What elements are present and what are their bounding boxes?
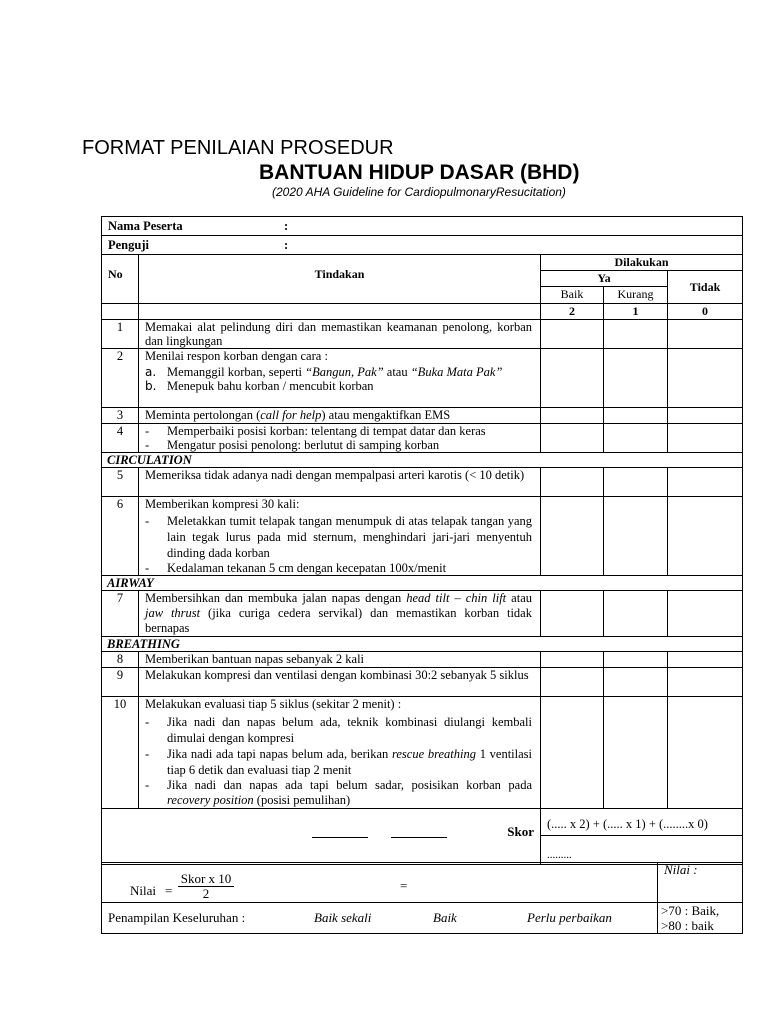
sub-item-marker: - [145,715,150,729]
nilai-equals: = [165,883,173,898]
item-number: 2 [102,349,139,408]
nilai-table [101,862,743,934]
score-row [102,809,743,836]
section-row [102,453,743,468]
penampilan-cell [102,903,658,934]
section-row [102,576,743,591]
option-perlu-perbaikan[interactable]: Perlu perbaikan [527,910,612,925]
check-cell-kurang[interactable] [604,668,668,697]
check-cell-tidak[interactable] [668,320,743,349]
sub-item-marker: - [145,514,150,528]
sub-item-marker: - [145,561,150,575]
item-number: 5 [102,468,139,497]
check-cell-baik[interactable] [541,349,604,408]
nilai-result-equals: = [400,878,408,893]
score-baik: 2 [541,304,604,320]
sub-item-text: Meletakkan tumit telapak tangan menumpuk di atas telapak tangan yang lain tegak lurus pada mid sternum, menghindari jari-jari menyentuh dinding dada korban [167,514,532,560]
col-no-header: No [102,255,139,304]
sub-item-text: Jika nadi dan napas belum ada, teknik kombinasi diulangi kembali dimulai dengan kompresi [167,715,532,745]
sub-item [145,561,532,575]
sub-item-marker: - [145,438,150,452]
check-cell-baik[interactable] [541,591,604,637]
col-kurang-header: Kurang [604,287,668,304]
check-cell-tidak[interactable] [668,424,743,453]
check-cell-tidak[interactable] [668,652,743,668]
nilai-formula-cell [102,863,658,903]
col-ya-header: Ya [541,271,668,287]
check-cell-baik[interactable] [541,668,604,697]
item-number: 7 [102,591,139,637]
check-cell-baik[interactable] [541,320,604,349]
item-text [139,349,541,408]
sub-item [145,746,532,778]
option-baik[interactable]: Baik [433,910,457,925]
check-cell-kurang[interactable] [604,697,668,809]
table-row [102,320,743,349]
sub-item [145,438,532,452]
assessment-table [101,216,743,865]
sub-item-marker: - [145,747,150,761]
item-number: 8 [102,652,139,668]
col-baik-header: Baik [541,287,604,304]
item-main-text: Melakukan evaluasi tiap 5 siklus (sekitar 2 menit) : [145,697,402,711]
col-dilakukan-header: Dilakukan [541,255,743,271]
item-text: Memakai alat pelindung diri dan memastikan keamanan penolong, korban dan lingkungan [139,320,541,349]
item-number: 9 [102,668,139,697]
item-number: 6 [102,497,139,576]
item-number: 3 [102,408,139,424]
check-cell-baik[interactable] [541,497,604,576]
sub-item-italic: rescue breathing [391,747,476,761]
range-2: >80 : baik [661,918,714,933]
title-line-2: BANTUAN HIDUP DASAR (BHD) [259,161,580,184]
check-cell-kurang[interactable] [604,497,668,576]
table-row [102,591,743,637]
item-text-italic: head tilt – chin lift [406,591,507,605]
sub-item-text: Mengatur posisi penolong: berlutut di samping korban [167,438,440,452]
examiner-colon: : [284,238,289,252]
fraction-denominator: 2 [202,886,210,901]
check-cell-kurang[interactable] [604,408,668,424]
sub-item-italic: recovery position [167,793,254,807]
table-row [102,652,743,668]
sub-item-text: Jika nadi dan napas ada tapi belum sadar, posisikan korban pada [167,778,532,792]
option-baik-sekali[interactable]: Baik sekali [314,910,372,925]
check-cell-kurang[interactable] [604,320,668,349]
check-cell-baik[interactable] [541,697,604,809]
sub-item-text: 1 ventilasi tiap 6 detik dan evaluasi tiap 2 menit [167,747,532,777]
item-text-italic: jaw thrust [145,606,201,620]
nilai-label: Nilai [130,883,156,898]
sub-item-text: Jika nadi ada tapi napas belum ada, berikan [167,747,392,761]
section-airway: AIRWAY [102,576,743,591]
nilai-box[interactable]: Nilai : [658,863,743,903]
item-main-text: Menilai respon korban dengan cara : [145,349,328,363]
check-cell-kurang[interactable] [604,652,668,668]
check-cell-kurang[interactable] [604,591,668,637]
sub-item-text: Menepuk bahu korban / mencubit korban [167,379,374,393]
item-text: Melakukan kompresi dan ventilasi dengan kombinasi 30:2 sebanyak 5 siklus [139,668,541,697]
signature-line [312,837,368,838]
table-row [102,497,743,576]
item-text-part: atau [506,591,532,605]
sub-item [145,379,532,393]
score-result[interactable]: ......... [541,836,743,865]
section-breathing: BREATHING [102,637,743,652]
sub-item-text: atau [383,365,411,379]
check-cell-tidak[interactable] [668,468,743,497]
sub-item-marker: - [145,424,150,438]
sub-item [145,714,532,746]
check-cell-kurang[interactable] [604,424,668,453]
col-tindakan-header: Tindakan [139,255,541,304]
sub-item-italic: “Bangun, Pak” [305,365,384,379]
sub-item-marker: - [145,778,150,792]
check-cell-baik[interactable] [541,408,604,424]
table-row [102,424,743,453]
check-cell-tidak[interactable] [668,408,743,424]
check-cell-baik[interactable] [541,652,604,668]
check-cell-tidak[interactable] [668,697,743,809]
table-row [102,408,743,424]
sub-item-marker: a. [145,365,157,379]
item-text-part: ) atau mengaktifkan EMS [321,408,451,422]
sub-item [145,365,532,379]
item-text [139,591,541,637]
check-cell-tidak[interactable] [668,349,743,408]
sub-item-marker: b. [145,379,157,393]
item-text: Memeriksa tidak adanya nadi dengan mempalpasi arteri karotis (< 10 detik) [139,468,541,497]
sub-item [145,778,532,808]
examiner-label: Penguji [108,238,149,252]
sub-item-text: (posisi pemulihan) [253,793,351,807]
check-cell-tidak[interactable] [668,497,743,576]
item-text-part: Meminta pertolongan ( [145,408,261,422]
sub-item [145,424,532,438]
subtitle: (2020 AHA Guideline for CardiopulmonaryResucitation) [272,185,566,199]
item-text: Memberikan bantuan napas sebanyak 2 kali [139,652,541,668]
sub-item [145,513,532,561]
col-tidak-header: Tidak [668,271,743,304]
signature-line [391,837,447,838]
score-formula: (..... x 2) + (..... x 1) + (........x 0) [541,809,743,836]
sub-item-text: Memperbaiki posisi korban: telentang di tempat datar dan keras [167,424,486,438]
item-text-part: (jika curiga cedera servikal) dan memastikan korban tidak bernapas [145,606,532,635]
item-text [139,408,541,424]
section-circulation: CIRCULATION [102,453,743,468]
penampilan-label: Penampilan Keseluruhan : [108,910,246,925]
item-number: 4 [102,424,139,453]
item-text [139,424,541,453]
section-row [102,637,743,652]
item-main-text: Memberikan kompresi 30 kali: [145,497,300,511]
check-cell-kurang[interactable] [604,349,668,408]
range-cell [658,903,743,934]
table-row [102,668,743,697]
check-cell-baik[interactable] [541,424,604,453]
score-label-cell [102,809,541,865]
item-text [139,697,541,809]
score-kurang: 1 [604,304,668,320]
participant-colon: : [284,219,289,233]
sub-item-text: Kedalaman tekanan 5 cm dengan kecepatan 100x/menit [167,561,447,575]
score-label: Skor [507,824,534,839]
item-text [139,497,541,576]
table-row [102,468,743,497]
sub-item-italic: “Buka Mata Pak” [410,365,503,379]
item-text-part: Membersihkan dan membuka jalan napas dengan [145,591,407,605]
range-1: >70 : Baik, [661,903,720,918]
check-cell-kurang[interactable] [604,468,668,497]
table-row [102,697,743,809]
check-cell-baik[interactable] [541,468,604,497]
check-cell-tidak[interactable] [668,591,743,637]
table-row [102,349,743,408]
participant-label: Nama Peserta [108,219,183,233]
examiner-row [102,236,743,255]
participant-row [102,217,743,236]
check-cell-tidak[interactable] [668,668,743,697]
item-number: 10 [102,697,139,809]
item-text-italic: call for help [260,408,322,422]
title-line-1: FORMAT PENILAIAN PROSEDUR [82,137,394,159]
sub-item-text: Memanggil korban, seperti [167,365,306,379]
item-number: 1 [102,320,139,349]
fraction-numerator: Skor x 10 [178,872,234,887]
score-tidak: 0 [668,304,743,320]
